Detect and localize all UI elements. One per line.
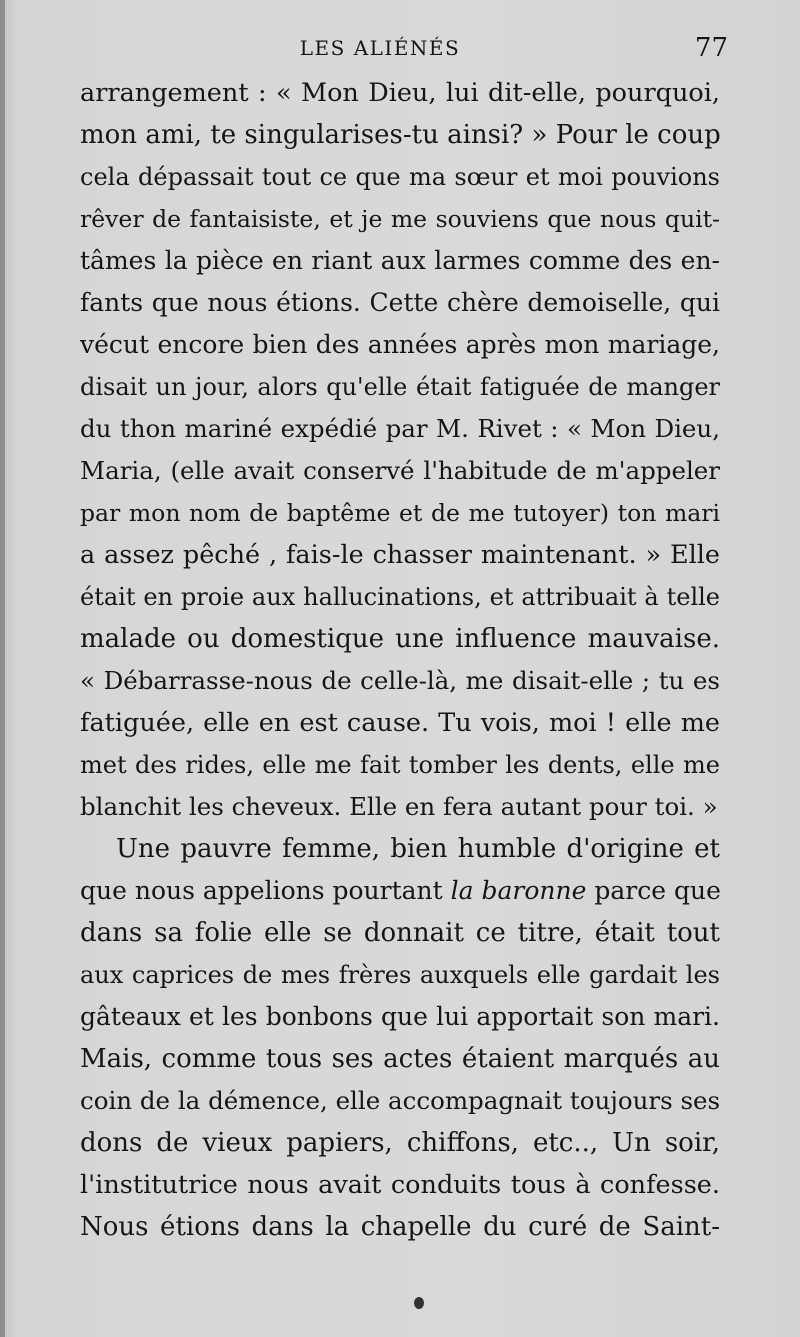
running-head-title: LES ALIÉNÉS [299, 36, 461, 60]
text-segment: parce que [586, 876, 721, 905]
text-line: met des rides, elle me fait tomber les dents, elle me [80, 751, 720, 779]
text-line: rêver de fantaisiste, et je me souviens que nous quit- [80, 205, 720, 233]
text-line: Maria, (elle avait conservé l'habitude de m'appeler [80, 456, 720, 485]
running-head [80, 30, 728, 66]
text-line: fants que nous étions. Cette chère demoiselle, qui [80, 288, 720, 317]
paragraph-end-line: blanchit les cheveux. Elle en fera autant pour toi. » [80, 792, 718, 821]
text-line: a assez pêché , fais-le chasser maintenant. » Elle [80, 540, 720, 570]
text-line: coin de la démence, elle accompagnait toujours ses [80, 1086, 721, 1115]
text-line: gâteaux et les bonbons que lui apportait son mari. [80, 1002, 720, 1031]
text-line: dons de vieux papiers, chiffons, etc.., Un soir, [80, 1128, 720, 1158]
text-line: par mon nom de baptême et de me tutoyer) ton mari [80, 499, 720, 527]
text-line: l'institutrice nous avait conduits tous à confesse. [80, 1170, 720, 1200]
text-line: disait un jour, alors qu'elle était fatiguée de manger [80, 373, 720, 401]
text-line: malade ou domestique une influence mauvaise. [80, 624, 720, 654]
text-line: fatiguée, elle en est cause. Tu vois, moi ! elle me [80, 708, 720, 738]
text-line: Mais, comme tous ses actes étaient marqués au [80, 1044, 720, 1074]
text-line: « Débarrasse-nous de celle-là, me disait-elle ; tu es [80, 666, 720, 695]
text-line-with-italic [80, 870, 720, 912]
text-line: vécut encore bien des années après mon mariage, [80, 330, 720, 359]
page-number: 77 [694, 33, 728, 63]
text-line: arrangement : « Mon Dieu, lui dit-elle, pourquoi, [80, 78, 720, 108]
ink-dot-mark [414, 1297, 424, 1309]
body-text [80, 72, 720, 1248]
italic-title: la baronne [450, 876, 587, 905]
page-spine-shadow [0, 0, 5, 1337]
text-line: était en proie aux hallucinations, et attribuait à telle [80, 583, 720, 611]
text-segment: que nous appelions pourtant [80, 876, 451, 905]
text-line: mon ami, te singularises-tu ainsi? » Pour le coup [80, 120, 721, 150]
text-line: tâmes la pièce en riant aux larmes comme des en- [80, 246, 720, 275]
text-line: du thon mariné expédié par M. Rivet : « Mon Dieu, [80, 414, 720, 443]
text-line: dans sa folie elle se donnait ce titre, était tout [80, 918, 720, 948]
text-line: Nous étions dans la chapelle du curé de Saint- [80, 1212, 720, 1242]
paragraph-first-line: Une pauvre femme, bien humble d'origine et [116, 834, 720, 864]
text-line: cela dépassait tout ce que ma sœur et moi pouvions [80, 163, 720, 191]
text-line: aux caprices de mes frères auxquels elle gardait les [80, 961, 720, 989]
